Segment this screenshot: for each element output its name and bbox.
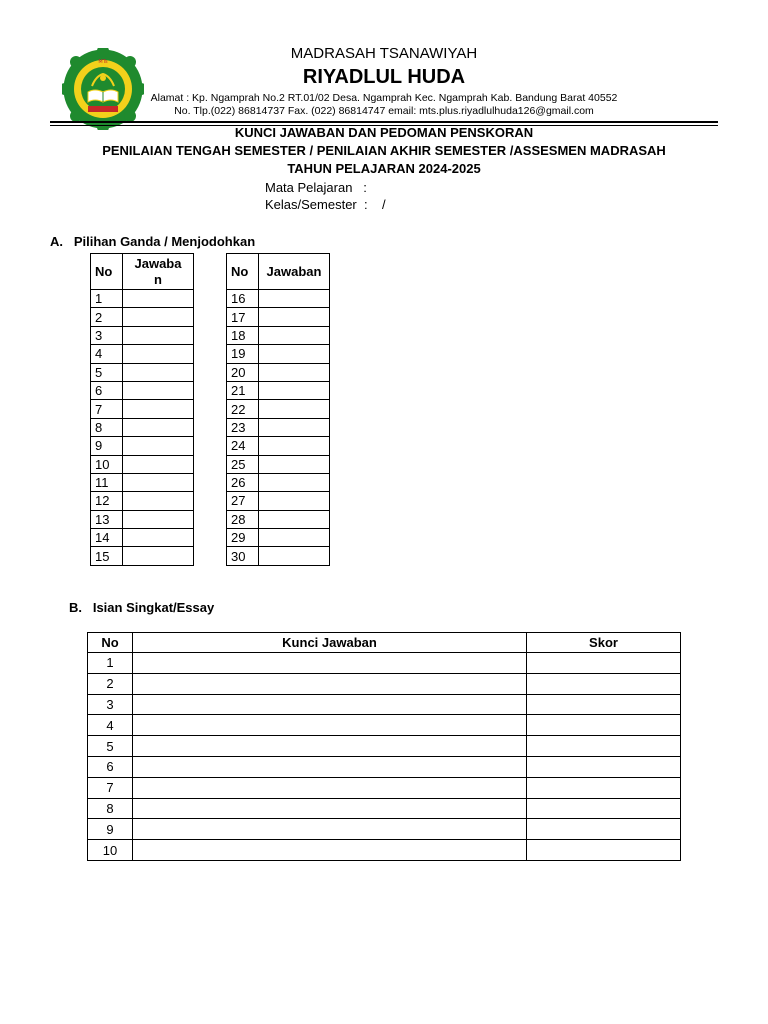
row-number: 13 [91,510,123,528]
row-number: 26 [227,473,259,491]
answer-cell [259,437,330,455]
row-number: 10 [91,455,123,473]
row-number: 3 [91,326,123,344]
row-number: 2 [91,308,123,326]
table-row [227,290,330,308]
answer-cell [123,455,194,473]
table-row [227,418,330,436]
table-row [91,290,194,308]
answer-cell [123,400,194,418]
table-row [88,777,681,798]
score-cell [527,756,681,777]
row-number: 21 [227,381,259,399]
table-row [91,547,194,565]
answer-cell [133,756,527,777]
answer-cell [133,819,527,840]
answer-cell [259,492,330,510]
row-number: 23 [227,418,259,436]
table-row [227,363,330,381]
row-number: 10 [88,840,133,861]
answer-cell [133,694,527,715]
answer-cell [123,437,194,455]
svg-text:MTs: MTs [98,59,108,65]
row-number: 17 [227,308,259,326]
table-row [227,437,330,455]
col-answer: Jawaba n [123,254,194,290]
doc-subtitle: PENILAIAN TENGAH SEMESTER / PENILAIAN AKHIR SEMESTER /ASSESMEN MADRASAH [102,143,666,158]
multiple-choice-table-2 [226,253,330,566]
answer-cell [133,715,527,736]
answer-cell [259,547,330,565]
table-row [91,473,194,491]
table-row [227,510,330,528]
table-row [88,840,681,861]
header-divider-thick [50,121,718,123]
table-row [227,455,330,473]
col-answer-key: Kunci Jawaban [133,633,527,653]
table-row [227,381,330,399]
section-a-heading: A. Pilihan Ganda / Menjodohkan [50,234,256,249]
table-row [227,400,330,418]
row-number: 24 [227,437,259,455]
table-row [227,547,330,565]
table-row [227,345,330,363]
col-score: Skor [527,633,681,653]
score-cell [527,798,681,819]
table-row [227,308,330,326]
score-cell [527,819,681,840]
essay-table [87,632,681,861]
row-number: 15 [91,547,123,565]
row-number: 11 [91,473,123,491]
answer-cell [133,777,527,798]
table-row [88,653,681,674]
row-number: 7 [91,400,123,418]
row-number: 5 [88,736,133,757]
row-number: 6 [91,381,123,399]
answer-cell [123,290,194,308]
table-row [91,400,194,418]
table-row [88,736,681,757]
answer-cell [123,510,194,528]
score-cell [527,777,681,798]
school-logo [62,48,144,130]
table-row [91,308,194,326]
answer-cell [123,529,194,547]
answer-cell [123,473,194,491]
table-row [91,455,194,473]
answer-cell [259,381,330,399]
doc-title: KUNCI JAWABAN DAN PEDOMAN PENSKORAN [234,125,534,140]
table-row [227,473,330,491]
row-number: 19 [227,345,259,363]
row-number: 18 [227,326,259,344]
table-row [91,363,194,381]
score-cell [527,673,681,694]
row-number: 8 [88,798,133,819]
school-type: MADRASAH TSANAWIYAH [290,45,478,62]
table-row [91,492,194,510]
table-row [91,418,194,436]
table-row [227,326,330,344]
table-row [91,510,194,528]
answer-cell [123,547,194,565]
answer-cell [123,492,194,510]
table-row [91,437,194,455]
table-row [91,326,194,344]
row-number: 20 [227,363,259,381]
answer-cell [259,473,330,491]
row-number: 4 [88,715,133,736]
table-row [88,673,681,694]
answer-cell [259,510,330,528]
row-number: 4 [91,345,123,363]
answer-cell [259,418,330,436]
class-semester-field: Kelas/Semester : / [265,197,386,212]
table-row [91,345,194,363]
row-number: 25 [227,455,259,473]
row-number: 28 [227,510,259,528]
answer-cell [259,290,330,308]
row-number: 30 [227,547,259,565]
answer-cell [133,673,527,694]
row-number: 14 [91,529,123,547]
answer-cell [123,326,194,344]
score-cell [527,736,681,757]
score-cell [527,715,681,736]
score-cell [527,653,681,674]
address-line: Alamat : Kp. Ngamprah No.2 RT.01/02 Desa. Ngamprah Kec. Ngamprah Kab. Bandung Barat 40552 [150,92,618,104]
table-row [88,756,681,777]
row-number: 2 [88,673,133,694]
contact-line: No. Tlp.(022) 86814737 Fax. (022) 86814747 email: mts.plus.riyadlulhuda126@gmail.com [174,105,594,117]
col-no: No [88,633,133,653]
col-answer: Jawaban [259,254,330,290]
table-row [227,492,330,510]
academic-year: TAHUN PELAJARAN 2024-2025 [287,161,481,176]
answer-cell [259,326,330,344]
section-b-heading: B. Isian Singkat/Essay [69,600,215,615]
answer-cell [259,455,330,473]
table-row [88,819,681,840]
score-cell [527,840,681,861]
row-number: 27 [227,492,259,510]
row-number: 29 [227,529,259,547]
answer-cell [123,381,194,399]
col-no: No [227,254,259,290]
row-number: 9 [88,819,133,840]
row-number: 16 [227,290,259,308]
table-row [91,529,194,547]
answer-cell [123,345,194,363]
answer-cell [133,798,527,819]
score-cell [527,694,681,715]
answer-cell [259,363,330,381]
answer-cell [133,653,527,674]
row-number: 5 [91,363,123,381]
col-no: No [91,254,123,290]
row-number: 1 [88,653,133,674]
school-name: RIYADLUL HUDA [302,66,466,88]
answer-cell [133,840,527,861]
row-number: 3 [88,694,133,715]
answer-cell [123,363,194,381]
answer-cell [259,400,330,418]
answer-cell [123,308,194,326]
answer-cell [259,529,330,547]
table-row [91,381,194,399]
row-number: 6 [88,756,133,777]
table-row [88,715,681,736]
table-row [88,798,681,819]
table-row [227,529,330,547]
row-number: 22 [227,400,259,418]
answer-cell [259,345,330,363]
table-row [88,694,681,715]
subject-field: Mata Pelajaran : [265,180,367,195]
row-number: 1 [91,290,123,308]
answer-cell [123,418,194,436]
answer-cell [259,308,330,326]
multiple-choice-table-1 [90,253,194,566]
row-number: 9 [91,437,123,455]
answer-cell [133,736,527,757]
row-number: 7 [88,777,133,798]
row-number: 12 [91,492,123,510]
row-number: 8 [91,418,123,436]
